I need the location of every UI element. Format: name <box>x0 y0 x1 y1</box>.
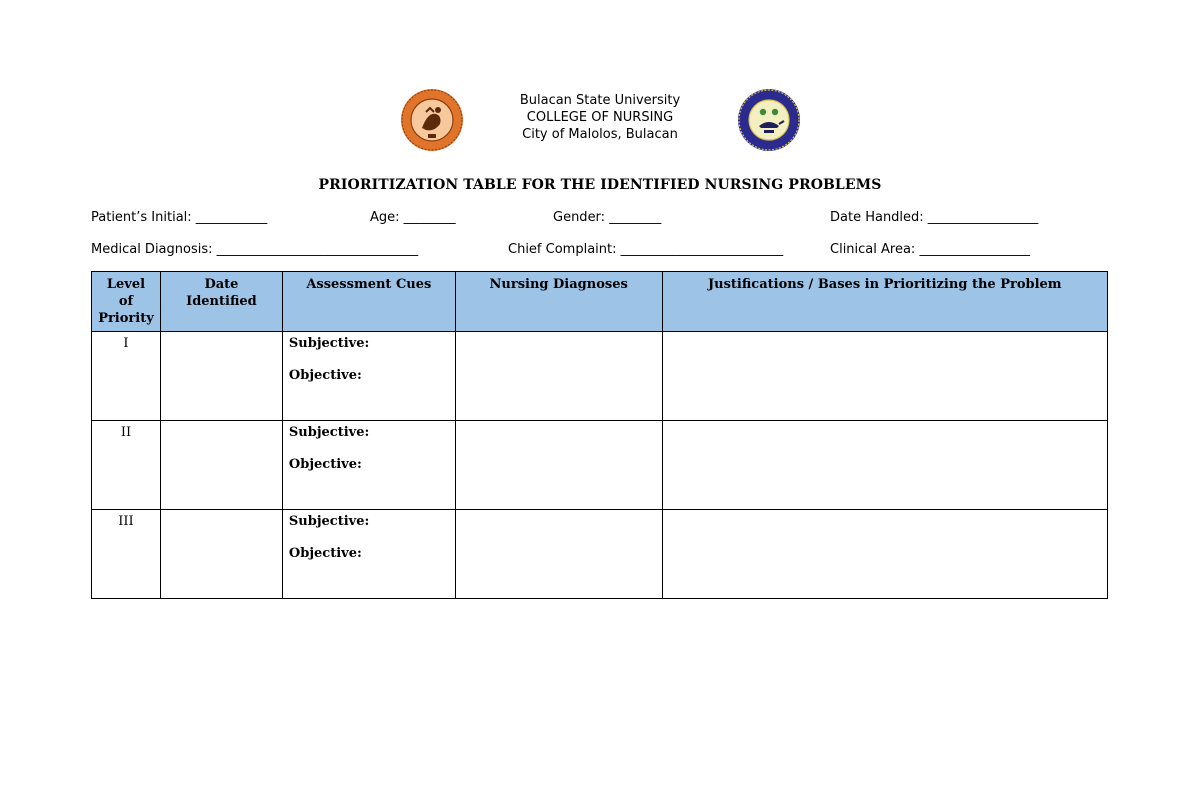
objective-label: Objective: <box>288 546 362 561</box>
date-identified-cell <box>160 421 282 510</box>
assessment-cues-cell <box>282 421 455 510</box>
document-title: PRIORITIZATION TABLE FOR THE IDENTIFIED NURSING PROBLEMS <box>318 177 882 193</box>
prioritization-table <box>91 271 1108 599</box>
justification-cell <box>662 421 1107 510</box>
gender-field: Gender: ________ <box>553 210 662 225</box>
objective-label: Objective: <box>288 368 362 383</box>
table-row <box>92 510 1108 599</box>
nursing-diagnosis-cell <box>455 332 662 421</box>
table-header-row <box>92 272 1108 332</box>
chief-complaint-field: Chief Complaint: _________________________ <box>508 242 784 257</box>
date-identified-cell <box>160 332 282 421</box>
header-date-identified: Date Identified <box>160 272 282 332</box>
table-row <box>92 421 1108 510</box>
college-name: COLLEGE OF NURSING <box>526 110 674 125</box>
priority-level-cell: II <box>92 421 161 510</box>
priority-level-cell: I <box>92 332 161 421</box>
clinical-area-field: Clinical Area: _________________ <box>830 242 1030 257</box>
header-justifications: Justifications / Bases in Prioritizing the Problem <box>662 272 1107 332</box>
nursing-college-seal-icon <box>737 88 801 152</box>
date-handled-field: Date Handled: _________________ <box>830 210 1039 225</box>
patient-initial-field: Patient’s Initial: ___________ <box>91 210 268 225</box>
subjective-label: Subjective: <box>288 425 370 440</box>
subjective-label: Subjective: <box>288 514 370 529</box>
table-row <box>92 332 1108 421</box>
assessment-cues-cell <box>282 332 455 421</box>
header-assessment-cues: Assessment Cues <box>282 272 455 332</box>
location-text: City of Malolos, Bulacan <box>522 127 678 142</box>
objective-label: Objective: <box>288 457 362 472</box>
medical-diagnosis-field: Medical Diagnosis: _______________________________ <box>91 242 419 257</box>
nursing-diagnosis-cell <box>455 510 662 599</box>
age-field: Age: ________ <box>370 210 456 225</box>
university-seal-icon <box>400 88 464 152</box>
justification-cell <box>662 510 1107 599</box>
header-level-of-priority: Level of Priority <box>92 272 161 332</box>
date-identified-cell <box>160 510 282 599</box>
nursing-diagnosis-cell <box>455 421 662 510</box>
assessment-cues-cell <box>282 510 455 599</box>
institution-header <box>480 92 720 143</box>
justification-cell <box>662 332 1107 421</box>
university-name: Bulacan State University <box>519 93 681 108</box>
priority-level-cell: III <box>92 510 161 599</box>
subjective-label: Subjective: <box>288 336 370 351</box>
header-nursing-diagnoses: Nursing Diagnoses <box>455 272 662 332</box>
